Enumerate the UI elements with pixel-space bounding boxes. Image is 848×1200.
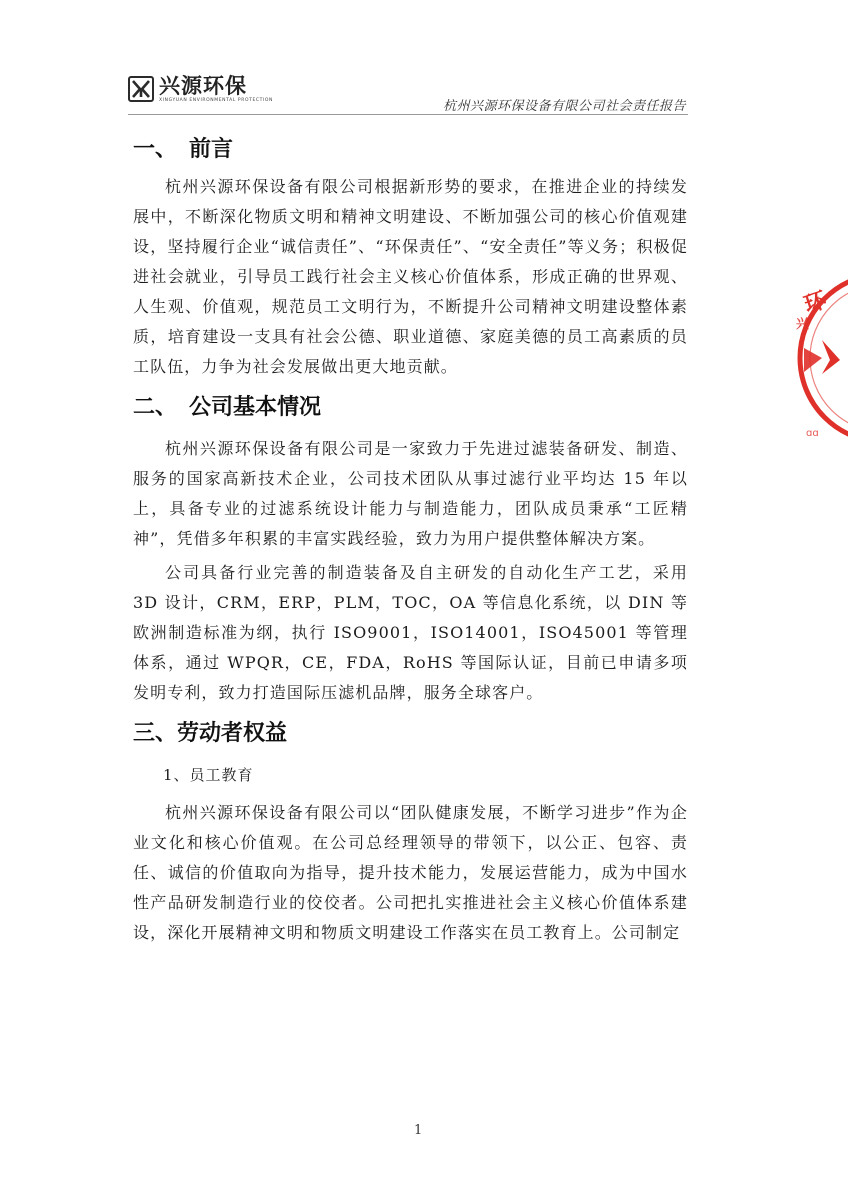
section-title: 前言 — [189, 137, 234, 162]
svg-text:环: 环 — [801, 287, 830, 319]
section-title: 公司基本情况 — [189, 395, 322, 420]
logo-english-text: XINGYUAN ENVIRONMENTAL PROTECTION — [159, 98, 274, 103]
logo-mark-icon — [128, 76, 154, 102]
paragraph: 杭州兴源环保设备有限公司以“团队健康发展，不断学习进步”作为企业文化和核心价值观。在公司总经理领导的带领下，以公正、包容、责任、诚信的价值取向为指导，提升技术能力，发展运营能力，成为中国水性产品研发制造行业的佼佼者。公司把扎实推进社会主义核心价值体系建设，深化开展精神文明和物质文明建设工作落实在员工教育上。公司制定 — [133, 803, 688, 942]
paragraph: 杭州兴源环保设备有限公司是一家致力于先进过滤装备研发、制造、服务的国家高新技术企业，公司技术团队从事过滤行业平均达 15 年以上，具备专业的过滤系统设计能力与制造能力，团队成员秉承“工匠精神”，凭借多年积累的丰富实践经验，致力为用户提供整体解决方案。 — [133, 439, 688, 548]
section-number: 一、 — [133, 137, 178, 162]
section-number: 二、 — [133, 395, 178, 420]
subsection-heading-employee-education: 1、员工教育 — [163, 766, 254, 784]
company-logo — [128, 74, 273, 103]
paragraph: 公司具备行业完善的制造装备及自主研发的自动化生产工艺，采用 3D 设计，CRM，ERP，PLM，TOC，OA 等信息化系统，以 DIN 等欧洲制造标准为纲，执行 ISO9001，ISO14001，ISO45001 等管理体系，通过 WPQR，CE，FDA，RoHS 等国际认证，目前已申请多项发明专利，致力打造国际压滤机品牌，服务全球客户。 — [133, 563, 688, 702]
section-heading-labor-rights: 三、劳动者权益 — [133, 721, 288, 746]
header-divider — [128, 114, 688, 115]
paragraph: 杭州兴源环保设备有限公司根据新形势的要求，在推进企业的持续发展中，不断深化物质文明和精神文明建设、不断加强公司的核心价值观建设，坚持履行企业“诚信责任”、“环保责任”、“安全责任”等义务；积极促进社会就业，引导员工践行社会主义核心价值体系，形成正确的世界观、人生观、价值观，规范员工文明行为，不断提升公司精神文明建设整体素质，培育建设一支具有社会公德、职业道德、家庭美德的员工高素质的员工队伍，力争为社会发展做出更大地贡献。 — [133, 177, 688, 376]
svg-text:ɑɑ: ɑɑ — [806, 428, 819, 439]
section-heading-company-overview — [133, 390, 688, 426]
report-title: 杭州兴源环保设备有限公司社会责任报告 — [442, 99, 686, 114]
svg-text:兴: 兴 — [796, 317, 810, 332]
section-heading-preface — [133, 132, 688, 168]
logo-chinese-text: 兴源环保 — [159, 74, 247, 98]
document-body — [133, 132, 688, 948]
page-number: 1 — [414, 1123, 423, 1138]
company-seal-stamp — [792, 268, 848, 448]
